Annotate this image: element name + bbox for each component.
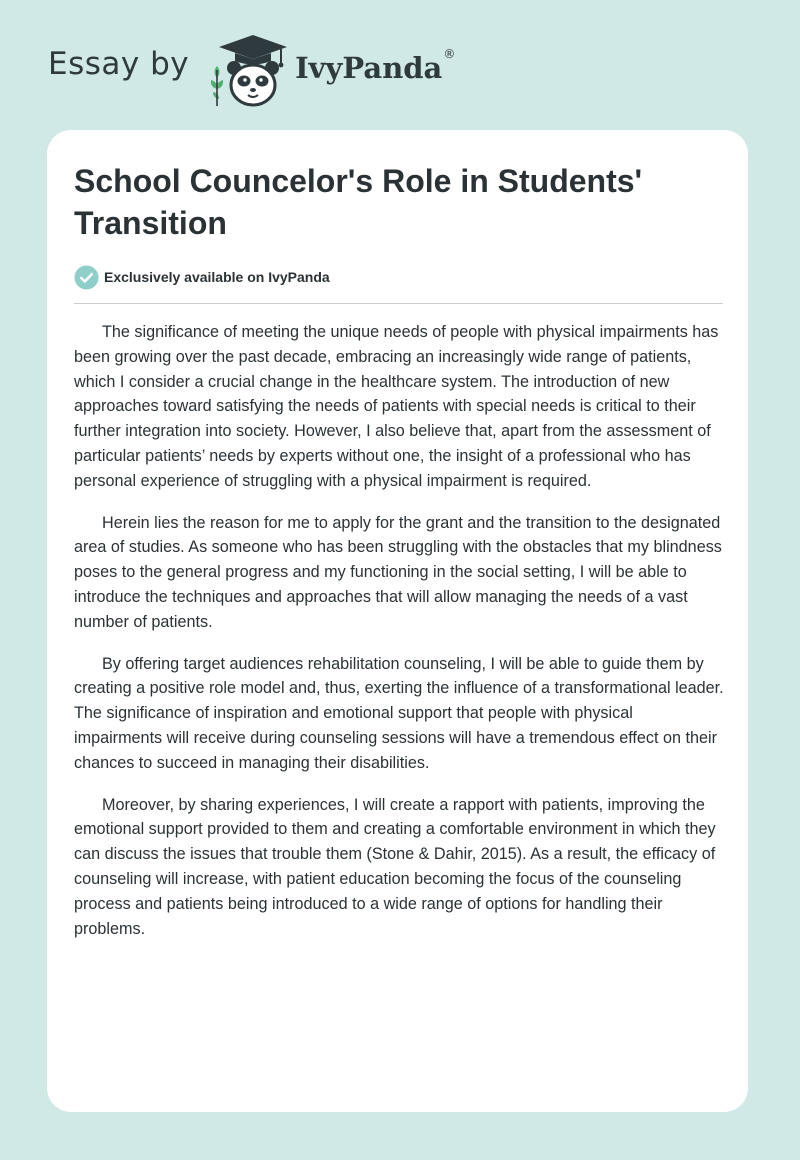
brand-logo[interactable] [48, 30, 455, 110]
paragraph: Herein lies the reason for me to apply for the grant and the transition to the designated area of studies. As someone who has been struggling with the obstacles that my blindness poses to the general progress and my functioning in the social setting, I will be able to introduce the techniques and approaches that will allow managing the needs of a vast number of patients. [74, 513, 722, 631]
page-title: School Councelor's Role in Students' Transition [74, 163, 643, 241]
registered-mark: ® [443, 47, 456, 61]
check-circle-icon [74, 265, 99, 290]
brand-prefix: Essay by [48, 46, 190, 82]
panda-graduate-icon [205, 30, 291, 110]
paragraph: By offering target audiences rehabilitation counseling, I will be able to guide them by creating a positive role model and, thus, exerting the influence of a transformational leader. The significance of inspiration and emotional support that people with physical impairments will receive during counseling sessions will have a tremendous effect on their chances to succeed in managing their disabilities. [74, 654, 724, 772]
badge-label: Exclusively available on IvyPanda [104, 269, 330, 285]
essay-body [74, 320, 725, 958]
divider [74, 303, 723, 304]
paragraph: The significance of meeting the unique needs of people with physical impairments has been growing over the past decade, embracing an increasingly wide range of patients, which I consider a crucial change in the healthcare system. The introduction of new approaches toward satisfying the needs of patients with special needs is critical to their further integration into society. However, I also believe that, apart from the assessment of particular patients’ needs by experts without one, the insight of a professional who has personal experience of struggling with a physical impairment is required. [74, 323, 719, 490]
essay-card [47, 130, 748, 1112]
brand-name: IvyPanda [295, 51, 443, 85]
exclusive-badge [74, 264, 330, 290]
paragraph: Moreover, by sharing experiences, I will create a rapport with patients, improving the emotional support provided to them and creating a comfortable environment in which they can discuss the issues that trouble them (Stone & Dahir, 2015). As a result, the efficacy of counseling will increase, with patient education becoming the focus of the counseling process and patients being introduced to a wide range of options for handling their problems. [74, 795, 716, 938]
